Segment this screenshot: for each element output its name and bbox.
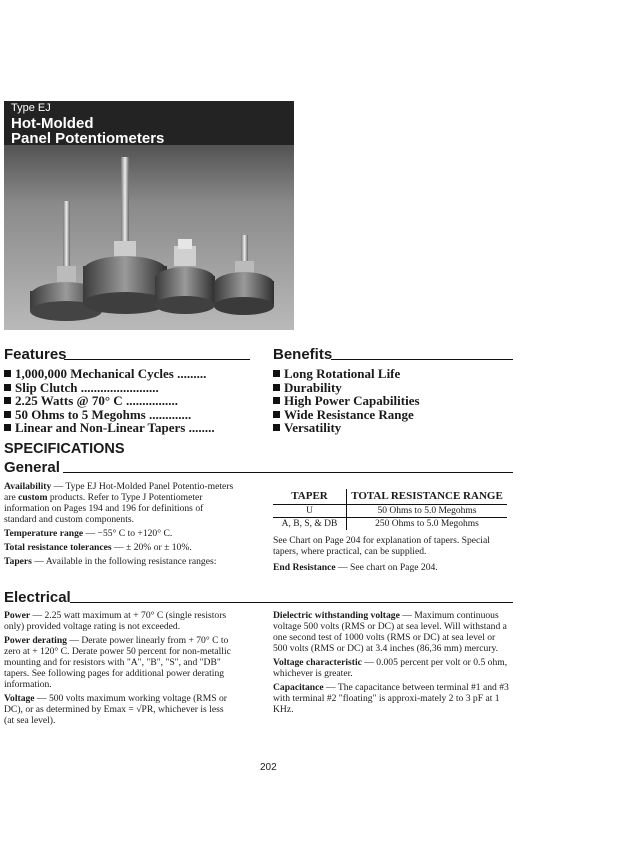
bullet-icon: [273, 370, 280, 377]
general-heading: General: [4, 459, 60, 476]
bullet-icon: [4, 397, 11, 404]
list-item: 1,000,000 Mechanical Cycles .........: [4, 366, 215, 380]
power-derating-paragraph: Power derating — Derate power linearly from + 70° C to zero at + 120° C. Derate power 50 percent for non-metallic mounting and for resistors with "A", "B", "S", and "DB" tapers. See following pages for additional power derating information.: [4, 635, 231, 690]
general-rule: [63, 472, 513, 473]
table-cell: U: [273, 505, 347, 518]
bullet-icon: [4, 384, 11, 391]
bullet-icon: [4, 424, 11, 431]
capacitance-paragraph: Capacitance — The capacitance between terminal #1 and #3 with terminal #2 "floating" is approxi-mately 2 to 3 pF at 1 KHz.: [273, 682, 509, 715]
table-row: [273, 505, 507, 518]
list-item: High Power Capabilities: [273, 393, 420, 407]
table-header: TAPER: [273, 489, 347, 505]
benefits-heading: Benefits: [273, 346, 333, 363]
tolerance-paragraph: Total resistance tolerances — ± 20% or ± 10%.: [4, 542, 192, 553]
page-number: 202: [260, 762, 277, 773]
table-header: TOTAL RESISTANCE RANGE: [347, 489, 508, 505]
specifications-heading: SPECIFICATIONS: [4, 441, 125, 457]
dielectric-paragraph: Dielectric withstanding voltage — Maximum continuous voltage 500 volts (RMS or DC) at sea level. Will withstand a one second test of 1000 volts (RMS or DC) at sea level or 500 volts (RMS or DC) at 3.4 inches (86,36 mm) mercury.: [273, 610, 507, 654]
general-left-column: [4, 481, 236, 567]
taper-table-wrapper: [273, 489, 507, 530]
list-item: Slip Clutch ........................: [4, 380, 215, 394]
power-paragraph: Power — 2.25 watt maximum at + 70° C (single resistors only) provided voltage rating is not exceeded.: [4, 610, 227, 632]
list-item: Wide Resistance Range: [273, 407, 420, 421]
table-header-row: [273, 489, 507, 505]
benefits-list: [273, 366, 420, 434]
type-label: Type EJ: [11, 102, 51, 114]
features-heading: Features: [4, 346, 67, 363]
table-cell: 250 Ohms to 5.0 Megohms: [375, 519, 479, 529]
list-item: Linear and Non-Linear Tapers ........: [4, 420, 215, 434]
features-list: [4, 366, 215, 434]
voltage-paragraph: Voltage — 500 volts maximum working voltage (RMS or DC), or as determined by Emax = √PR, whichever is less (at sea level).: [4, 693, 227, 726]
electrical-right-column: [273, 610, 511, 715]
electrical-rule: [70, 602, 513, 603]
bullet-icon: [273, 424, 280, 431]
benefits-rule: [331, 359, 513, 360]
page-title-line2: Panel Potentiometers: [11, 130, 165, 147]
list-item: 50 Ohms to 5 Megohms .............: [4, 407, 215, 421]
list-item: Versatility: [273, 420, 420, 434]
list-item: Durability: [273, 380, 420, 394]
electrical-heading: Electrical: [4, 589, 71, 606]
features-rule: [64, 359, 250, 360]
bullet-icon: [4, 411, 11, 418]
list-item: Long Rotational Life: [273, 366, 420, 380]
bullet-icon: [273, 411, 280, 418]
bullet-icon: [4, 370, 11, 377]
taper-table: [273, 489, 507, 530]
electrical-left-column: [4, 610, 236, 726]
voltage-characteristic-paragraph: Voltage characteristic — 0.005 percent per volt or 0.5 ohm, whichever is greater.: [273, 657, 508, 679]
temperature-paragraph: Temperature range — −55° C to +120° C.: [4, 528, 173, 539]
table-cell: 50 Ohms to 5.0 Megohms: [347, 505, 508, 518]
availability-paragraph: Availability — Type EJ Hot-Molded Panel Potentio-meters are custom products. Refer to Type J Potentiometer information on Pages 194 and 196 for definitions of standard and custom components.: [4, 481, 234, 525]
bullet-icon: [273, 397, 280, 404]
page-title-line1: Hot-Molded: [11, 115, 94, 132]
list-item: 2.25 Watts @ 70° C ................: [4, 393, 215, 407]
table-cell: A, B, S, & DB: [273, 518, 347, 531]
end-resistance-paragraph: End Resistance — See chart on Page 204.: [273, 562, 438, 573]
chart-note: See Chart on Page 204 for explanation of tapers. Special tapers, where practical, can be supplied.: [273, 535, 490, 557]
tapers-paragraph: Tapers — Available in the following resistance ranges:: [4, 556, 217, 567]
bullet-icon: [273, 384, 280, 391]
table-row: [273, 518, 507, 531]
